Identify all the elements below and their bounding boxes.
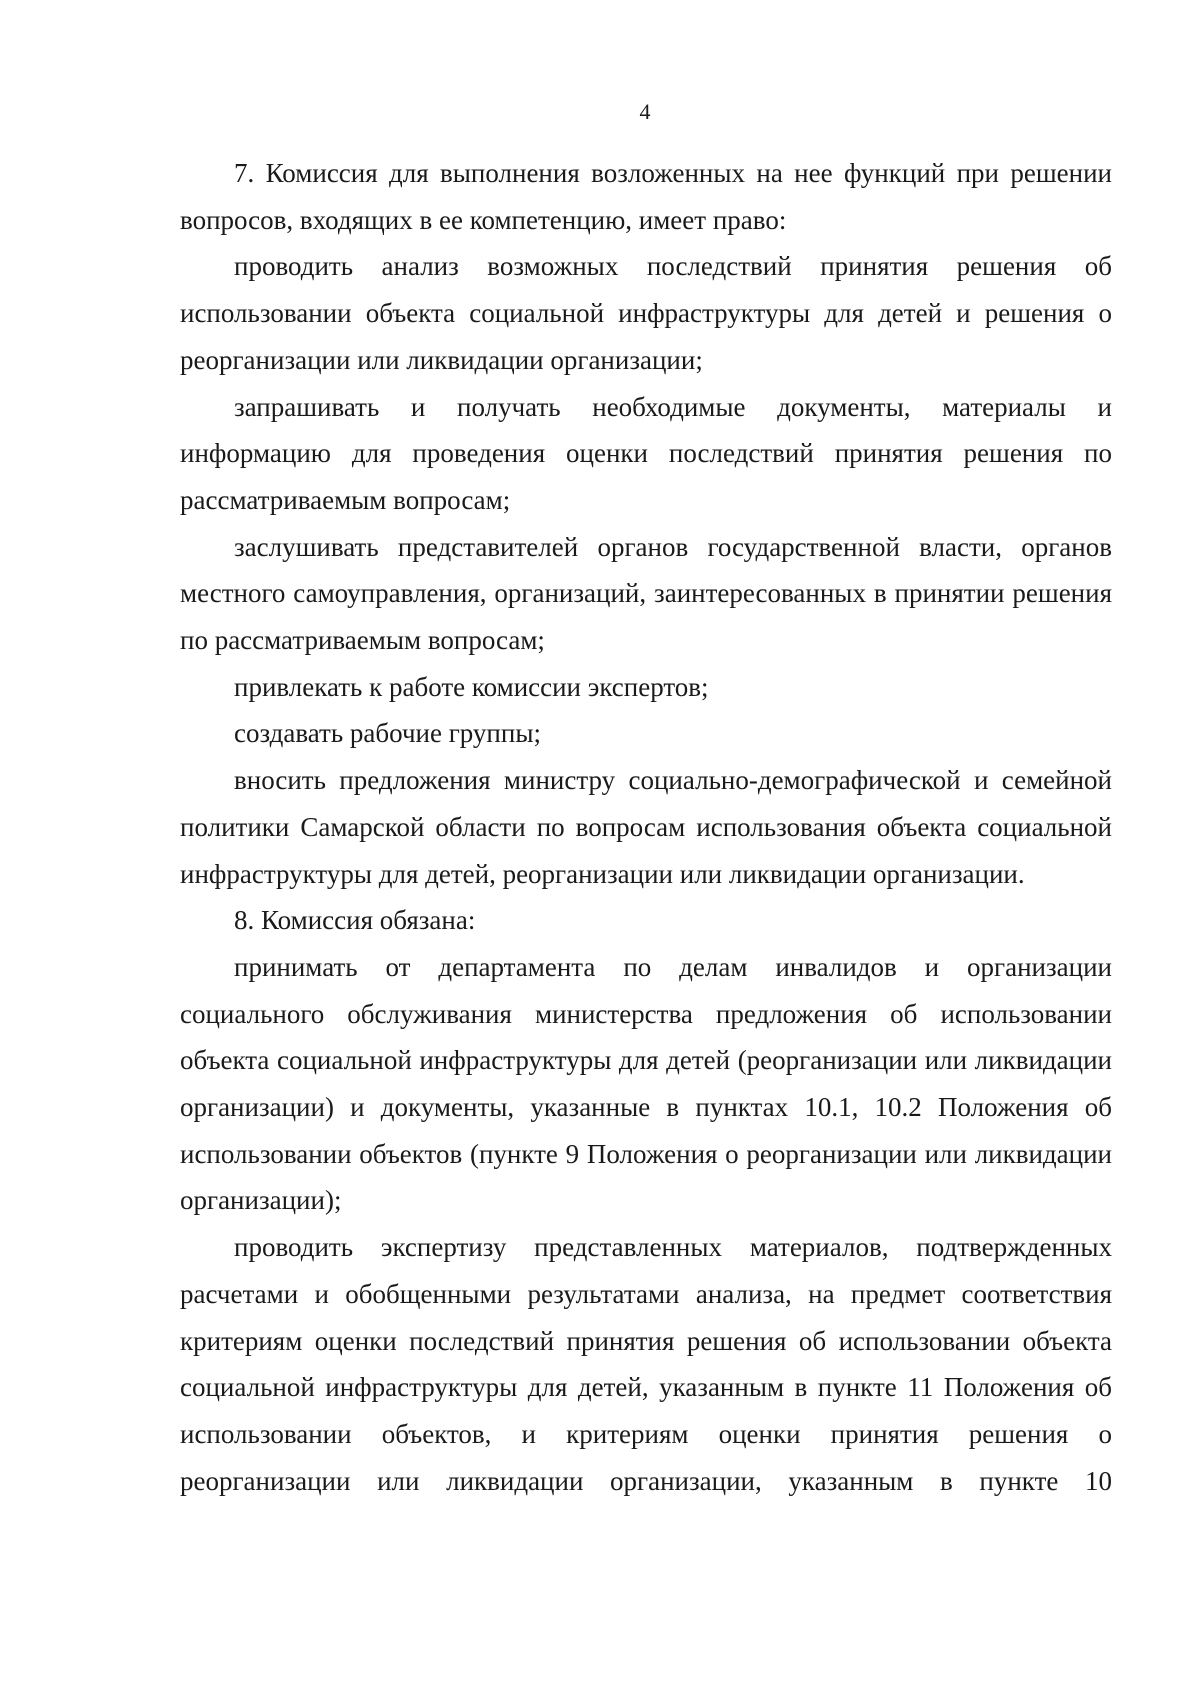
document-body bbox=[180, 150, 1112, 1504]
paragraph-commission-duties-intro: 8. Комиссия обязана: bbox=[234, 905, 476, 936]
paragraph-analysis-right: проводить анализ возможных последствий принятия решения об использовании объекта социальной инфраструктуры для детей и решения о реорганизации или ликвидации организации; bbox=[180, 251, 1112, 375]
paragraph-expertise-duty: проводить экспертизу представленных материалов, подтвержденных расчетами и обобщенными результатами анализа, на предмет соответствия критериям оценки последствий принятия решения об использовании объекта социальной инфраструктуры для детей, указанным в пункте 11 Положения об использовании объектов, и критериям оценки принятия решения о реорганизации или ликвидации организации, указанным в пункте 10 bbox=[180, 1232, 1112, 1496]
paragraph-working-groups-right: создавать рабочие группы; bbox=[234, 718, 541, 749]
paragraph-engage-experts-right: привлекать к работе комиссии экспертов; bbox=[234, 671, 709, 702]
paragraph-accept-proposals-duty: принимать от департамента по делам инвалидов и организации социального обслуживания министерства предложения об использовании объекта социальной инфраструктуры для детей (реорганизации или ликвидации организации) и документы, указанные в пунктах 10.1, 10.2 Положения об использовании объектов (пункте 9 Положения о реорганизации или ликвидации организации); bbox=[180, 951, 1112, 1216]
paragraph-request-documents-right: запрашивать и получать необходимые документы, материалы и информацию для проведения оценки последствий принятия решения по рассматриваемым вопросам; bbox=[180, 391, 1112, 515]
paragraph-commission-rights-intro: 7. Комиссия для выполнения возложенных на нее функций при решении вопросов, входящих в ее компетенцию, имеет право: bbox=[180, 158, 1112, 235]
page-number: 4 bbox=[639, 99, 651, 124]
paragraph-submit-proposals-right: вносить предложения министру социально-демографической и семейной политики Самарской области по вопросам использования объекта социальной инфраструктуры для детей, реорганизации или ликвидации организации. bbox=[180, 765, 1112, 889]
paragraph-hear-representatives-right: заслушивать представителей органов государственной власти, органов местного самоуправления, организаций, заинтересованных в принятии решения по рассматриваемым вопросам; bbox=[180, 531, 1112, 656]
